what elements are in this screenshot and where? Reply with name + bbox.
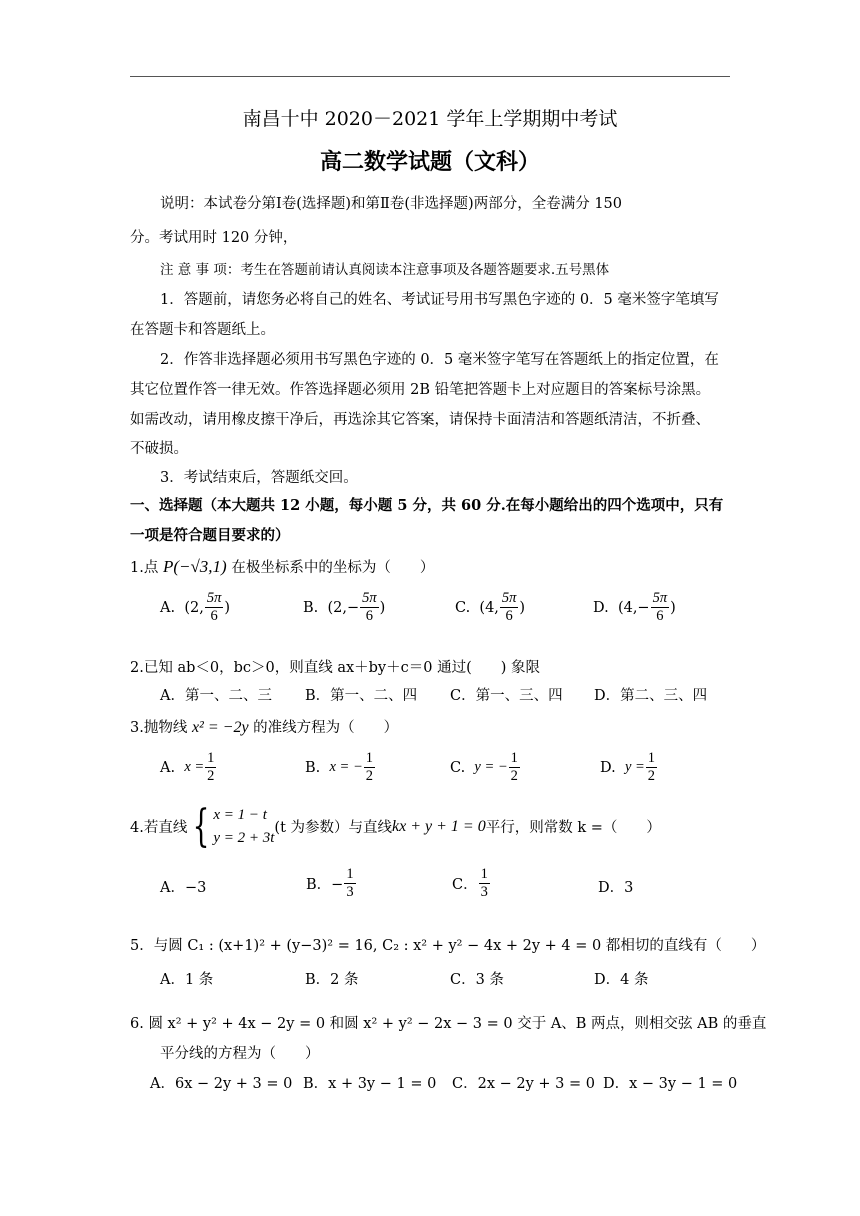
q3-equation: x² = −2y [191, 719, 249, 736]
note2-line2: 其它位置作答一律无效。作答选择题必须用 2B 铅笔把答题卡上对应题目的答案标号涂黑。 [130, 382, 711, 398]
q4-parametric-system: { x = 1 − t y = 2 + 3t [192, 800, 275, 852]
q1-point: P(−√3,1) [162, 557, 227, 576]
q2-option-c: C．第一、三、四 [450, 688, 563, 704]
q6-stem-line1: 6. 圆 x² + y² + 4x − 2y = 0 和圆 x² + y² − 2x − 3 = 0 交于 A、B 两点，则相交弦 AB 的垂直 [130, 1016, 767, 1032]
q6-option-a: A．6x − 2y + 3 = 0 [150, 1076, 293, 1092]
section1-line1: 一、选择题（本大题共 12 小题，每小题 5 分，共 60 分.在每小题给出的四个选项中，只有 [130, 497, 724, 514]
q1-prefix: 1.点 [130, 560, 159, 576]
q6-option-c: C．2x − 2y + 3 = 0 [452, 1076, 595, 1092]
q1-option-d: D. (4,− $\frac{5\pi}{6}$ ) [593, 590, 676, 625]
intro-line1: 说明：本试卷分第Ⅰ卷(选择题)和第Ⅱ卷(非选择题)两部分，全卷满分 150 [160, 196, 622, 212]
q2-stem: 2.已知 ab＜0，bc＞0，则直线 ax＋by＋c＝0 通过( ) 象限 [130, 660, 541, 676]
q1-suffix: 在极坐标系中的坐标为（ ） [231, 560, 435, 576]
note2-line1: 2．作答非选择题必须用书写黑色字迹的 0．5 毫米签字笔写在答题纸上的指定位置，在 [160, 352, 719, 368]
note2-line4: 不破损。 [130, 441, 188, 457]
exam-title: 南昌十中 2020－2021 学年上学期期中考试 [242, 108, 618, 130]
q2-option-a: A．第一、二、三 [160, 688, 272, 704]
q1-option-b: B. (2,− $\frac{5\pi}{6}$ ) [303, 590, 386, 625]
q4-row2: y = 2 + 3t [213, 829, 275, 846]
q4-equation: kx + y + 1 = 0 [392, 817, 486, 835]
q3-option-d: D. y = $\frac{1}{2}$ [600, 750, 656, 785]
q4-stem [130, 800, 661, 852]
q4-suffix: 平行，则常数 k =（ ） [485, 820, 661, 836]
q6-option-b: B．x + 3y − 1 = 0 [303, 1076, 437, 1092]
q4-option-b: B．− $\frac{1}{3}$ [306, 866, 354, 901]
q4-option-c: C． $\frac{1}{3}$ [452, 866, 488, 901]
note1-line2: 在答题卡和答题纸上。 [130, 322, 275, 338]
q3-prefix: 3.抛物线 [130, 720, 188, 736]
q4-option-a: A．−3 [160, 880, 207, 896]
q3-option-c: C. y = − $\frac{1}{2}$ [450, 750, 518, 785]
q1-option-a: A. (2, $\frac{5\pi}{6}$ ) [160, 590, 230, 625]
q4-mid: (t 为参数）与直线 [274, 820, 393, 836]
section1-line2: 一项是符合题目要求的） [130, 527, 290, 544]
q5-option-d: D．4 条 [594, 972, 649, 988]
q4-option-d: D．3 [598, 880, 634, 896]
q5-option-b: B．2 条 [305, 972, 359, 988]
q5-option-a: A．1 条 [160, 972, 214, 988]
q2-option-d: D．第二、三、四 [594, 688, 708, 704]
q5-stem: 5．与圆 C₁ : (x+1)² + (y−3)² = 16, C₂ : x² + y² − 4x + 2y + 4 = 0 都相切的直线有（ ） [130, 938, 766, 954]
q3-option-b: B. x = − $\frac{1}{2}$ [305, 750, 373, 785]
q5-option-c: C．3 条 [450, 972, 504, 988]
q6-stem-line2: 平分线的方程为（ ） [160, 1046, 320, 1062]
q3-stem [130, 716, 398, 737]
notice-line: 注 意 事 项：考生在答题前请认真阅读本注意事项及各题答题要求.五号黑体 [160, 262, 610, 278]
note3: 3．考试结束后，答题纸交回。 [160, 470, 358, 486]
q1-option-c: C. (4, $\frac{5\pi}{6}$ ) [455, 590, 526, 625]
q4-prefix: 4.若直线 [130, 820, 188, 836]
exam-subtitle: 高二数学试题（文科） [319, 149, 540, 175]
header-rule [130, 76, 730, 77]
q2-option-b: B．第一、二、四 [305, 688, 418, 704]
q6-option-d: D．x − 3y − 1 = 0 [603, 1076, 738, 1092]
note2-line3: 如需改动，请用橡皮擦干净后，再选涂其它答案，请保持卡面清洁和答题纸清洁，不折叠、 [130, 412, 710, 428]
intro-line2: 分。考试用时 120 分钟， [130, 230, 298, 246]
note1-line1: 1．答题前，请您务必将自己的姓名、考试证号用书写黑色字迹的 0．5 毫米签字笔填写 [160, 292, 719, 308]
q3-option-a: A. x = $\frac{1}{2}$ [160, 750, 215, 785]
q3-suffix: 的准线方程为（ ） [253, 720, 399, 736]
q4-row1: x = 1 − t [213, 807, 267, 823]
q1-stem [130, 556, 434, 577]
